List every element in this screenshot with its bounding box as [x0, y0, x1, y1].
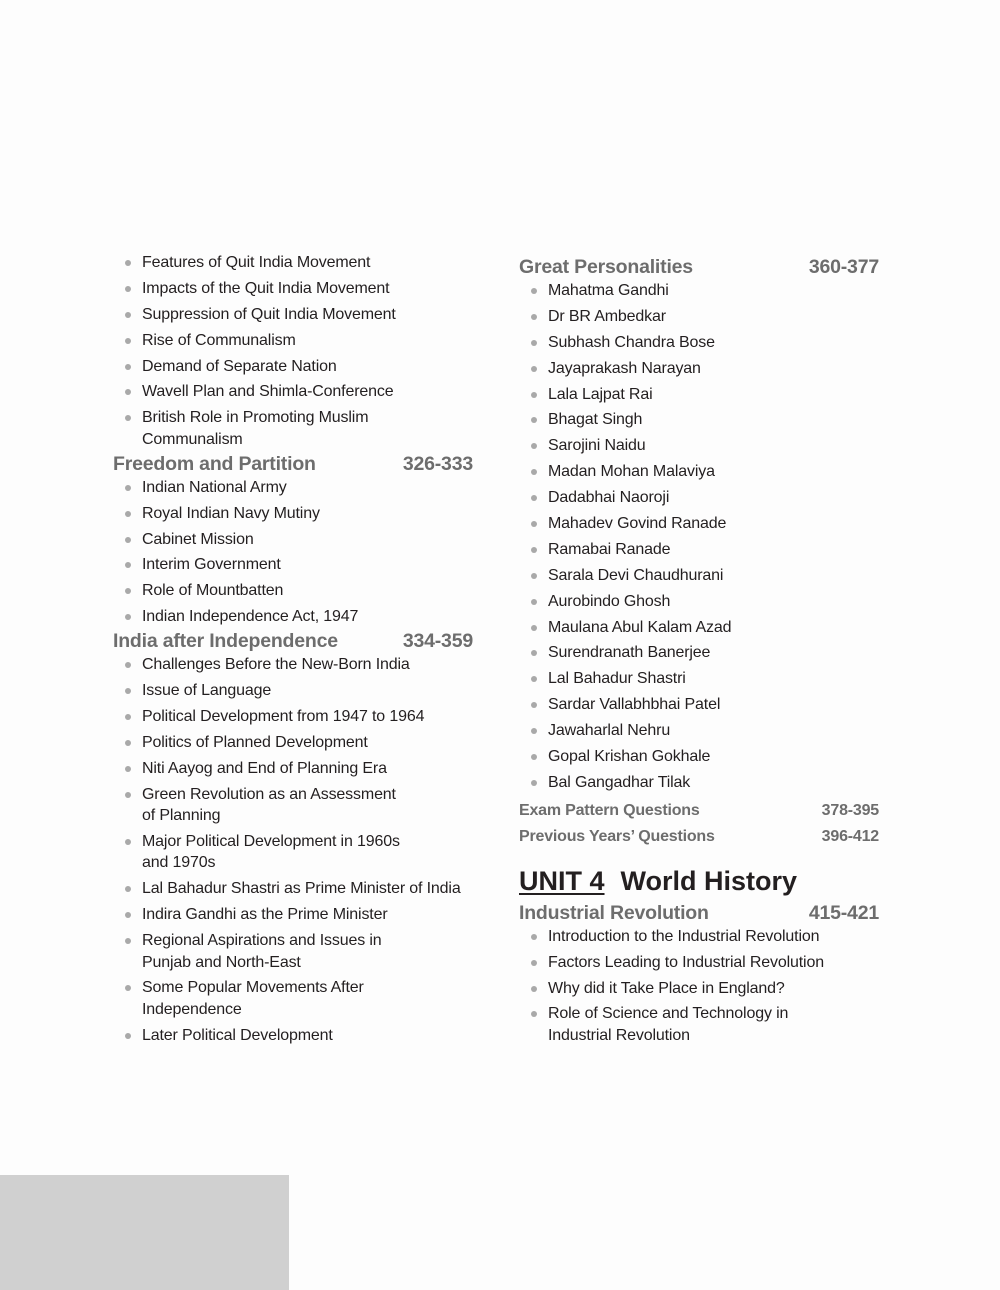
list-item: Impacts of the Quit India Movement [113, 278, 473, 300]
freedom-partition-list [113, 477, 473, 628]
intro-list [113, 252, 473, 450]
list-item: Some Popular Movements After Independence [113, 977, 387, 1020]
section-title: India after Independence [113, 630, 338, 653]
section-title: Industrial Revolution [519, 901, 709, 924]
unit-title: World History [620, 865, 798, 896]
list-item: Bhagat Singh [519, 409, 879, 431]
section-heading-india-after-independence [113, 628, 473, 654]
list-item: Mahadev Govind Ranade [519, 513, 879, 535]
list-item: Aurobindo Ghosh [519, 591, 879, 613]
list-item: Sarojini Naidu [519, 435, 879, 457]
list-item: Maulana Abul Kalam Azad [519, 617, 879, 639]
list-item: Indira Gandhi as the Prime Minister [113, 904, 473, 926]
list-item: Major Political Development in 1960s and 1970s [113, 831, 402, 874]
list-item: Sarala Devi Chaudhurani [519, 565, 879, 587]
list-item: Demand of Separate Nation [113, 356, 473, 378]
list-item: Jawaharlal Nehru [519, 720, 879, 742]
unit-number: UNIT 4 [519, 865, 605, 896]
section-title: Freedom and Partition [113, 452, 316, 475]
list-item: Jayaprakash Narayan [519, 358, 879, 380]
list-item: Royal Indian Navy Mutiny [113, 503, 473, 525]
list-item: Rise of Communalism [113, 330, 473, 352]
list-item: Green Revolution as an Assessment of Planning [113, 784, 407, 827]
list-item: Interim Government [113, 554, 473, 576]
india-after-independence-list [113, 654, 473, 1046]
industrial-revolution-list [519, 926, 879, 1047]
unit-heading [519, 864, 879, 898]
list-item: Indian National Army [113, 477, 473, 499]
section-heading-freedom-partition [113, 451, 473, 477]
list-item: Regional Aspirations and Issues in Punjab and North-East [113, 930, 397, 973]
list-item: Political Development from 1947 to 1964 [113, 706, 473, 728]
list-item: Surendranath Banerjee [519, 642, 879, 664]
list-item: Sardar Vallabhbhai Patel [519, 694, 879, 716]
left-column [113, 252, 473, 1051]
list-item: Mahatma Gandhi [519, 280, 879, 302]
list-item: Subhash Chandra Bose [519, 332, 879, 354]
section-heading-previous-years [519, 824, 879, 850]
list-item: British Role in Promoting Muslim Communalism [113, 407, 402, 450]
list-item: Role of Science and Technology in Industrial Revolution [519, 1003, 813, 1046]
section-pages: 396-412 [821, 827, 879, 845]
section-heading-great-personalities [519, 254, 879, 280]
list-item: Bal Gangadhar Tilak [519, 772, 879, 794]
section-heading-industrial-revolution [519, 900, 879, 926]
section-pages: 415-421 [808, 901, 879, 924]
great-personalities-list [519, 280, 879, 793]
section-title: Previous Years’ Questions [519, 827, 715, 845]
right-column [519, 254, 879, 1051]
list-item: Lal Bahadur Shastri [519, 668, 879, 690]
list-item: Issue of Language [113, 680, 473, 702]
list-item: Dr BR Ambedkar [519, 306, 879, 328]
list-item: Features of Quit India Movement [113, 252, 473, 274]
list-item: Ramabai Ranade [519, 539, 879, 561]
list-item: Introduction to the Industrial Revolution [519, 926, 879, 948]
decorative-gray-block [0, 1175, 289, 1290]
section-title: Exam Pattern Questions [519, 801, 700, 819]
section-pages: 326-333 [402, 452, 473, 475]
list-item: Suppression of Quit India Movement [113, 304, 473, 326]
list-item: Dadabhai Naoroji [519, 487, 879, 509]
list-item: Cabinet Mission [113, 529, 473, 551]
list-item: Niti Aayog and End of Planning Era [113, 758, 473, 780]
list-item: Indian Independence Act, 1947 [113, 606, 473, 628]
list-item: Factors Leading to Industrial Revolution [519, 952, 879, 974]
list-item: Later Political Development [113, 1025, 473, 1047]
section-pages: 378-395 [821, 801, 879, 819]
list-item: Challenges Before the New-Born India [113, 654, 473, 676]
section-title: Great Personalities [519, 256, 693, 278]
section-pages: 360-377 [808, 256, 879, 278]
list-item: Madan Mohan Malaviya [519, 461, 879, 483]
section-heading-exam-pattern [519, 798, 879, 824]
list-item: Wavell Plan and Shimla-Conference [113, 381, 473, 403]
list-item: Gopal Krishan Gokhale [519, 746, 879, 768]
list-item: Lala Lajpat Rai [519, 384, 879, 406]
list-item: Lal Bahadur Shastri as Prime Minister of India [113, 878, 473, 900]
list-item: Politics of Planned Development [113, 732, 473, 754]
section-pages: 334-359 [402, 630, 473, 653]
list-item: Role of Mountbatten [113, 580, 473, 602]
list-item: Why did it Take Place in England? [519, 978, 879, 1000]
